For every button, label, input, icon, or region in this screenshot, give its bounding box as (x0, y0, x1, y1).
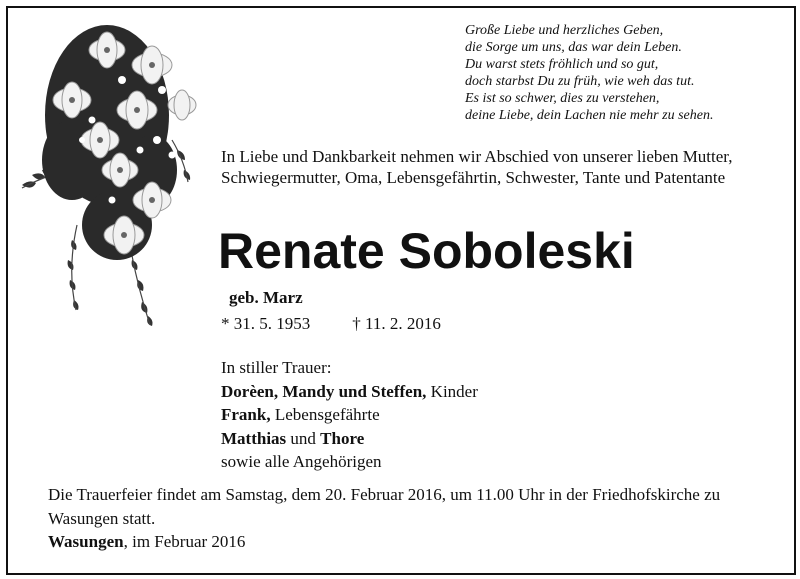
mourner-name: Matthias (221, 428, 287, 448)
mourner-name: Thore (320, 428, 365, 448)
poem-line: die Sorge um uns, das war dein Leben. (465, 40, 682, 55)
poem-line: Du warst stets fröhlich und so gut, (465, 57, 659, 72)
death-date: † 11. 2. 2016 (352, 314, 441, 333)
mourner-role: Lebensgefährte (270, 405, 380, 424)
mourner-names: Dorèen, Mandy und Steffen, (221, 381, 427, 401)
mourner-line: sowie alle Angehörigen (221, 452, 382, 471)
poem (465, 22, 785, 124)
mourners-list (221, 356, 478, 474)
poem-line: Große Liebe und herzliches Geben, (465, 23, 664, 38)
poem-line: doch starbst Du zu früh, wie weh das tut. (465, 74, 695, 89)
place-town: Wasungen (48, 532, 124, 551)
life-dates (221, 314, 441, 334)
intro-text: In Liebe und Dankbarkeit nehmen wir Abschied von unserer lieben Mutter, Schwiegermutter, Oma, Lebensgefährtin, Schwester, Tante und Patentante (221, 147, 733, 187)
poem-line: Es ist so schwer, dies zu verstehen, (465, 91, 660, 106)
orchid-bouquet-image (12, 10, 202, 330)
maiden-name: geb. Marz (229, 288, 303, 307)
birth-date: * 31. 5. 1953 (221, 314, 311, 333)
mourner-line (221, 403, 478, 427)
poem-line: deine Liebe, dein Lachen nie mehr zu sehen. (465, 108, 714, 123)
place-date-text: , im Februar 2016 (123, 532, 246, 551)
mourner-role: Kinder (426, 381, 478, 401)
mourner-line (221, 380, 478, 404)
mourner-line (221, 427, 478, 451)
deceased-name: Renate Soboleski (218, 223, 635, 279)
place-date (48, 532, 245, 552)
mourner-names: Frank, (221, 405, 271, 424)
funeral-notice: Die Trauerfeier findet am Samstag, dem 20. Februar 2016, um 11.00 Uhr in der Friedhofskirche zu Wasungen statt. (48, 485, 721, 528)
mourners-heading: In stiller Trauer: (221, 358, 332, 377)
mourner-conjunction: und (286, 428, 321, 448)
